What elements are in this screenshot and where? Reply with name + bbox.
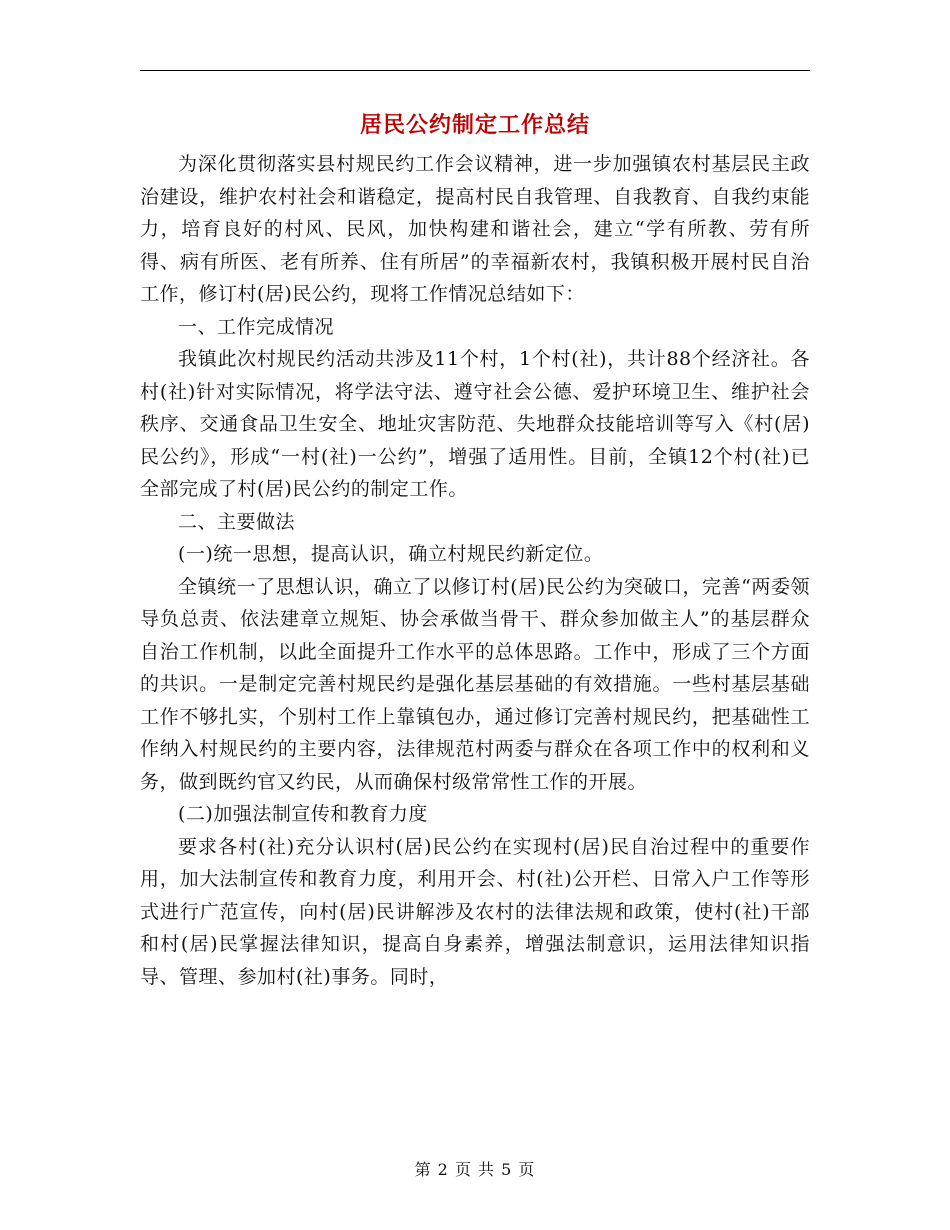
document-title: 居民公约制定工作总结	[359, 112, 590, 138]
paragraph-intro: 为深化贯彻落实县村规民约工作会议精神，进一步加强镇农村基层民主政治建设，维护农村社会和谐稳定，提高村民自我管理、自我教育、自我约束能力，培育良好的村风、民风，加快构建和谐社会，建立“学有所教、劳有所得、病有所医、老有所养、住有所居”的幸福新农村，我镇积极开展村民自治工作，修订村(居)民公约，现将工作情况总结如下：	[140, 153, 810, 305]
paragraph-legal-education: 要求各村(社)充分认识村(居)民公约在实现村(居)民自治过程中的重要作用，加大法制宣传和教育力度，利用开会、村(社)公开栏、日常入户工作等形式进行广范宣传，向村(居)民讲解涉及农村的法律法规和政策，使村(社)干部和村(居)民掌握法律知识，提高自身素养，增强法制意识，运用法律知识指导、管理、参加村(社)事务。同时，	[140, 835, 810, 988]
document-body	[140, 148, 810, 993]
section-heading-1: 一、工作完成情况	[178, 315, 335, 338]
paragraph-unify-thinking: 全镇统一了思想认识，确立了以修订村(居)民公约为突破口，完善“两委领导负总责、依法建章立规矩、协会承做当骨干、群众参加做主人”的基层群众自治工作机制，以此全面提升工作水平的总体思路。工作中，形成了三个方面的共识。一是制定完善村规民约是强化基层基础的有效措施。一些村基层基础工作不够扎实，个别村工作上靠镇包办，通过修订完善村规民约，把基础性工作纳入村规民约的主要内容，法律规范村两委与群众在各项工作中的权利和义务，做到既约官又约民，从而确保村级常常性工作的开展。	[140, 575, 810, 793]
header-rule	[140, 70, 810, 71]
paragraph-completion: 我镇此次村规民约活动共涉及11个村，1个村(社)，共计88个经济社。各村(社)针对实际情况，将学法守法、遵守社会公德、爱护环境卫生、维护社会秩序、交通食品卫生安全、地址灾害防范、失地群众技能培训等写入《村(居)民公约》，形成“一村(社)一公约”，增强了适用性。目前，全镇12个村(社)已全部完成了村(居)民公约的制定工作。	[140, 348, 810, 500]
section-heading-2: 二、主要做法	[178, 510, 296, 533]
page-number: 第 2 页 共 5 页	[414, 1160, 536, 1179]
subsection-heading-2: (二)加强法制宣传和教育力度	[178, 803, 428, 825]
subsection-heading-1: (一)统一思想，提高认识，确立村规民约新定位。	[178, 543, 604, 565]
